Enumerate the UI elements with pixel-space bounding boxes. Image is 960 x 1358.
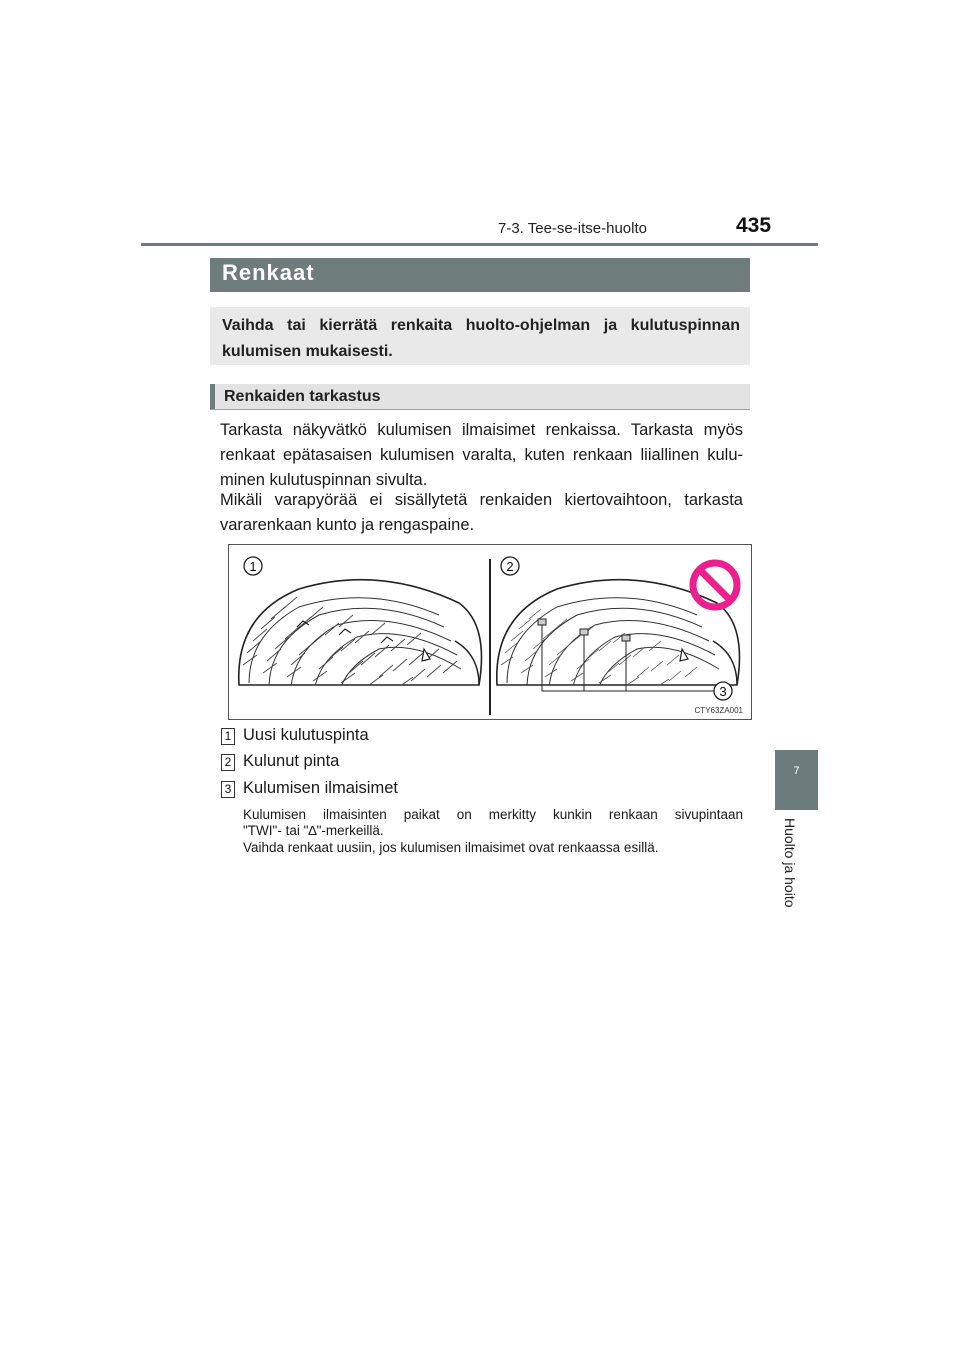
chapter-title: [782, 818, 810, 918]
paragraph-spare: Mikäli varapyörää ei sisällytetä renkaiden kiertovaihtoon, tarkasta vararenkaan kunto ja rengaspaine.: [220, 491, 743, 534]
section-breadcrumb: 7-3. Tee-se-itse-huolto: [498, 220, 647, 237]
note-line-1: Kulumisen ilmaisinten paikat on merkitty kunkin renkaan sivupintaan: [243, 807, 743, 822]
callout-3-label: 3: [719, 684, 727, 699]
legend-num-3: 3: [221, 781, 235, 798]
paragraph-check: Tarkasta näkyvätkö kulumisen ilmaisimet renkaissa. Tarkasta myös renkaat epätasaisen kulumisen varalta, kuten renkaan liiallinen kulu-minen kulutuspinnan sivulta.: [220, 421, 743, 489]
tire-figure: [228, 544, 752, 720]
header-rule: [141, 243, 818, 246]
legend-num-2: 2: [221, 754, 235, 771]
subsection-rule: [210, 409, 750, 410]
note-line-2: "TWI"- tai "∆"-merkeillä.: [243, 823, 384, 838]
chapter-number: 7: [793, 765, 800, 777]
tire-illustration: [229, 545, 751, 719]
new-tread-tire: [239, 580, 482, 687]
note-line-3: Vaihda renkaat uusiin, jos kulumisen ilmaisimet ovat renkaassa esillä.: [243, 840, 659, 855]
chapter-title-text: Huolto ja hoito: [782, 818, 798, 908]
chapter-tab: [775, 750, 818, 810]
legend-num-1: 1: [221, 728, 235, 745]
subsection-accent: [210, 384, 215, 410]
legend-text-1: Uusi kulutuspinta: [243, 726, 369, 744]
callout-2-label: 2: [506, 559, 514, 574]
prohibited-icon: [693, 563, 737, 607]
page-number: 435: [736, 214, 772, 237]
callout-1-label: 1: [249, 559, 257, 574]
worn-tread-tire: [497, 580, 740, 691]
subsection-heading: Renkaiden tarkastus: [224, 388, 381, 405]
legend-text-2: Kulunut pinta: [243, 752, 340, 770]
callout-1: [244, 557, 262, 575]
figure-code: CTY63ZA001: [694, 706, 743, 715]
legend-text-3: Kulumisen ilmaisimet: [243, 779, 398, 797]
intro-text: Vaihda tai kierrätä renkaita huolto-ohjelman ja kulutuspinnan kulumisen mukaisesti.: [222, 317, 740, 360]
page-title: Renkaat: [222, 260, 315, 285]
callout-2: [501, 557, 519, 575]
callout-3: [714, 682, 732, 700]
